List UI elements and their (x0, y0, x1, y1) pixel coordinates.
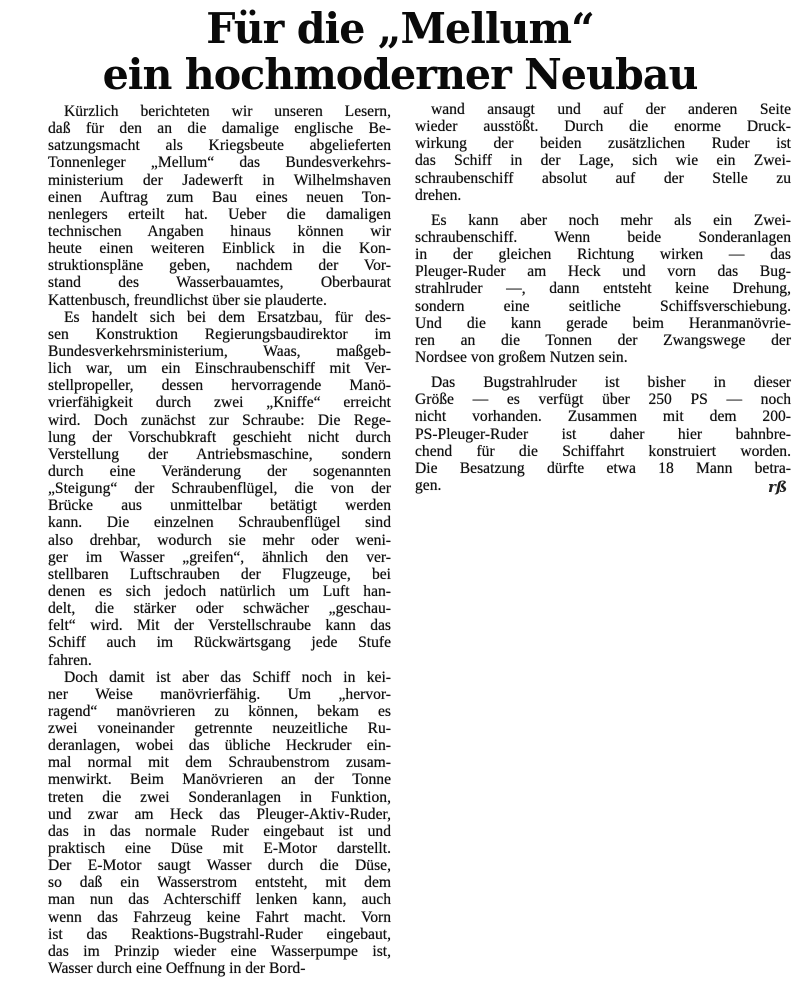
text-line: daß für den an die damalige englische Be- (48, 120, 391, 138)
text-line: lich war, um ein Einschraubenschiff mit Ver- (48, 360, 391, 378)
headline (0, 6, 800, 98)
text-line: ist das Reaktions-Bugstrahl-Ruder eingebaut, (48, 925, 391, 943)
text-line: ger im Wasser „greifen“, ähnlich den ver- (48, 548, 391, 566)
text-line: strahlruder —, dann entsteht keine Drehung, (415, 280, 791, 298)
paragraph (48, 669, 391, 978)
text-line: treten die zwei Sonderanlagen in Funktion, (48, 788, 391, 806)
text-line: so daß ein Wasserstrom entsteht, mit dem (48, 874, 391, 892)
paragraph (415, 101, 791, 204)
text-line: deranlagen, wobei das übliche Heckruder ein- (48, 737, 391, 755)
text-line: chend für die Schiffahrt konstruiert worden. (415, 442, 791, 460)
text-line: in der gleichen Richtung wirken — das (415, 246, 791, 264)
text-line: praktisch eine Düse mit E-Motor darstellt. (48, 840, 391, 858)
text-line: „Steigung“ der Schraubenflügel, die von der (48, 480, 391, 498)
text-line: ministerium der Jadewerft in Wilhelmshaven (48, 171, 391, 189)
text-line: sen Konstruktion Regierungsbaudirektor im (48, 325, 391, 343)
text-line: vrierfähigkeit durch zwei „Kniffe“ erreicht (48, 394, 391, 412)
author-signature: rß (768, 478, 788, 496)
text-line: ragend“ manövrieren zu können, bekam es (48, 702, 391, 720)
text-line: mal normal mit dem Schraubenstrom zusam- (48, 754, 391, 772)
text-line: sondern eine seitliche Schiffsverschiebung. (415, 297, 791, 315)
text-line: das in das normale Ruder eingebaut ist und (48, 822, 391, 840)
text-line: stand des Wasserbauamtes, Oberbaurat (48, 274, 391, 292)
text-line: stellbaren Luftschrauben der Flugzeuge, bei (48, 565, 391, 583)
text-line: Schiff auch im Rückwärtsgang jede Stufe (48, 634, 391, 652)
text-line: Bundesverkehrsministerium, Waas, maßgeb- (48, 342, 391, 360)
text-line: zwei voneinander getrennte neuzeitliche Ru- (48, 720, 391, 738)
text-line: Brücke aus unmittelbar betätigt werden (48, 497, 391, 515)
text-line: heute einen weiteren Einblick in die Kon- (48, 240, 391, 258)
text-line: durch eine Veränderung der sogenannten (48, 462, 391, 480)
text-line: wenn das Fahrzeug keine Fahrt macht. Vorn (48, 908, 391, 926)
text-line: struktionspläne geben, nachdem der Vor- (48, 257, 391, 275)
text-line: delt, die stärker oder schwächer „geschau- (48, 600, 391, 618)
text-line: nenlegers erteilt hat. Ueber die damaligen (48, 205, 391, 223)
text-line: denen es sich jedoch natürlich um Luft han- (48, 582, 391, 600)
paragraph (415, 212, 791, 366)
text-line: also drehbar, wodurch sie mehr oder weni- (48, 531, 391, 549)
text-line: nicht vorhanden. Zusammen mit dem 200- (415, 408, 791, 426)
text-line: wirkung der beiden zusätzlichen Ruder ist (415, 135, 791, 153)
text-line: Das Bugstrahlruder ist bisher in dieser (431, 374, 791, 392)
text-line: ren an die Tonnen der Zwangswege der (415, 331, 791, 349)
text-line: man nun das Achterschiff lenken kann, auch (48, 891, 391, 909)
text-line: satzungsmacht als Kriegsbeute abgelieferten (48, 137, 391, 155)
paragraph (48, 309, 391, 669)
article-column-2 (415, 101, 791, 502)
text-line: PS-Pleuger-Ruder ist daher hier bahnbre- (415, 425, 791, 443)
text-line: wieder ausstößt. Durch die enorme Druck- (415, 118, 791, 136)
text-line: und zwar am Heck das Pleuger-Aktiv-Ruder, (48, 805, 391, 823)
headline-line-2: ein hochmoderner Neubau (102, 50, 698, 99)
text-line: gen. (415, 476, 442, 494)
paragraph (415, 374, 791, 494)
headline-line-1: Für die „Mellum“ (206, 4, 594, 53)
text-line: Kürzlich berichteten wir unseren Lesern, (64, 103, 391, 120)
text-line: fahren. (48, 651, 92, 669)
text-line: Doch damit ist aber das Schiff noch in kei- (64, 668, 391, 686)
text-line: Es kann aber noch mehr als ein Zwei- (431, 211, 791, 229)
text-line: felt“ wird. Mit der Verstellschraube kann das (48, 617, 391, 635)
text-line: drehen. (415, 186, 462, 204)
text-line: wand ansaugt und auf der anderen Seite (431, 101, 791, 118)
text-line: lung der Vorschubkraft geschieht nicht durch (48, 428, 391, 446)
text-line: Es handelt sich bei dem Ersatzbau, für des- (64, 308, 391, 326)
text-line: stellpropeller, dessen hervorragende Manö- (48, 377, 391, 395)
text-line: Tonnenleger „Mellum“ das Bundesverkehrs- (48, 154, 391, 172)
text-line: Und die kann gerade beim Heranmanövrie- (415, 314, 791, 332)
text-line: menwirkt. Beim Manövrieren an der Tonne (48, 771, 391, 789)
text-line: das Schiff in der Lage, sich wie ein Zwei- (415, 152, 791, 170)
text-line: Nordsee von großem Nutzen sein. (415, 348, 628, 366)
text-line: technischen Angaben hinaus können wir (48, 222, 391, 240)
text-line: Pleuger-Ruder am Heck und vorn das Bug- (415, 263, 791, 281)
text-line: Größe — es verfügt über 250 PS — noch (415, 391, 791, 409)
paragraph (48, 103, 391, 309)
text-line: ner Weise manövrierfähig. Um „hervor- (48, 685, 391, 703)
article-column-1 (48, 103, 391, 977)
text-line: einen Auftrag zum Bau eines neuen Ton- (48, 188, 391, 206)
text-line: wird. Doch zunächst zur Schraube: Die Rege- (48, 411, 391, 429)
text-line: das im Prinzip wieder eine Wasserpumpe ist, (48, 942, 391, 960)
text-line: schraubenschiff absolut auf der Stelle zu (415, 169, 791, 187)
text-line: Der E-Motor saugt Wasser durch die Düse, (48, 857, 391, 875)
text-line: Verstellung der Antriebsmaschine, sondern (48, 445, 391, 463)
text-line: Kattenbusch, freundlichst über sie plauderte. (48, 291, 327, 309)
text-line: kann. Die einzelnen Schraubenflügel sind (48, 514, 391, 532)
text-line: Die Besatzung dürfte etwa 18 Mann betra- (415, 459, 791, 477)
text-line: Wasser durch eine Oeffnung in der Bord- (48, 960, 306, 978)
text-line: schraubenschiff. Wenn beide Sonderanlagen (415, 228, 791, 246)
